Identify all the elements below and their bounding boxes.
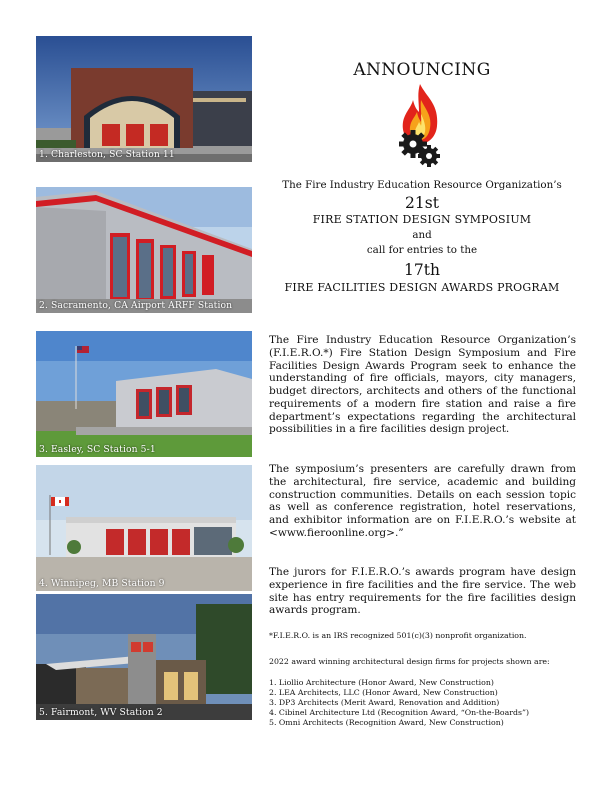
winner-item: 2. LEA Architects, LLC (Honor Award, New Construction) [269, 688, 498, 698]
awards-name: FIRE FACILITIES DESIGN AWARDS PROGRAM [284, 281, 560, 294]
photo-caption: 1. Charleston, SC Station 11 [39, 149, 175, 160]
photo-winnipeg-image [36, 465, 252, 591]
photo-winnipeg [36, 465, 252, 591]
winner-item: 5. Omni Architects (Recognition Award, New Construction) [269, 718, 504, 728]
org-line: The Fire Industry Education Resource Organization’s [282, 179, 562, 191]
photo-fairmont [36, 594, 252, 720]
footnote: *F.I.E.R.O. is an IRS recognized 501(c)(3) nonprofit organization. [269, 631, 527, 640]
photo-easley-image [36, 331, 252, 457]
winner-item: 4. Cibinel Architecture Ltd (Recognition Award, “On-the-Boards”) [269, 708, 530, 718]
and-text: and [412, 229, 432, 241]
paragraph-intro: The Fire Industry Education Resource Organization’s (F.I.E.R.O.*) Fire Station Design Symposium and Fire Facilities Design Awards Program seek to enhance the understanding of fire officials, mayors, city managers, budget directors, architects and others of the functional requirements of a modern fire station and raise a fire department’s expectations regarding the architectural possibilities in a fire facilities design project. [269, 334, 576, 436]
awards-number: 17th [404, 261, 440, 279]
photo-sacramento [36, 187, 252, 313]
photo-caption: 5. Fairmont, WV Station 2 [39, 707, 163, 718]
winner-item: 1. Liollio Architecture (Honor Award, New Construction) [269, 678, 494, 687]
winner-item: 3. DP3 Architects (Merit Award, Renovation and Addition) [269, 698, 500, 708]
photo-charleston-image [36, 36, 252, 162]
call-for-entries: call for entries to the [366, 244, 478, 256]
symposium-name: FIRE STATION DESIGN SYMPOSIUM [312, 213, 532, 226]
photo-caption: 3. Easley, SC Station 5-1 [39, 444, 156, 455]
paragraph-symposium: The symposium’s presenters are carefully drawn from the architectural, fire service, academic and building construction communities. Details on each session topic as well as conference registration, hotel reservations, and exhibitor information are on F.I.E.R.O.’s website at <www.fieroonline.org>.” [269, 463, 576, 539]
photo-charleston [36, 36, 252, 162]
photo-sacramento-image [36, 187, 252, 313]
winners-intro: 2022 award winning architectural design firms for projects shown are: [269, 657, 550, 666]
announcing-heading: ANNOUNCING [353, 60, 491, 80]
photo-caption: 2. Sacramento, CA Airport ARFF Station [39, 300, 233, 311]
paragraph-jurors: The jurors for F.I.E.R.O.’s awards program have design experience in fire facilities and the fire service. The web site has entry requirements for the fire facilities design awards program. [269, 566, 576, 617]
photo-fairmont-image [36, 594, 252, 720]
flame-gears-logo-icon [395, 82, 445, 168]
symposium-number: 21st [405, 194, 439, 212]
photo-easley [36, 331, 252, 457]
photo-caption: 4. Winnipeg, MB Station 9 [39, 578, 165, 589]
winners-list [269, 678, 579, 728]
